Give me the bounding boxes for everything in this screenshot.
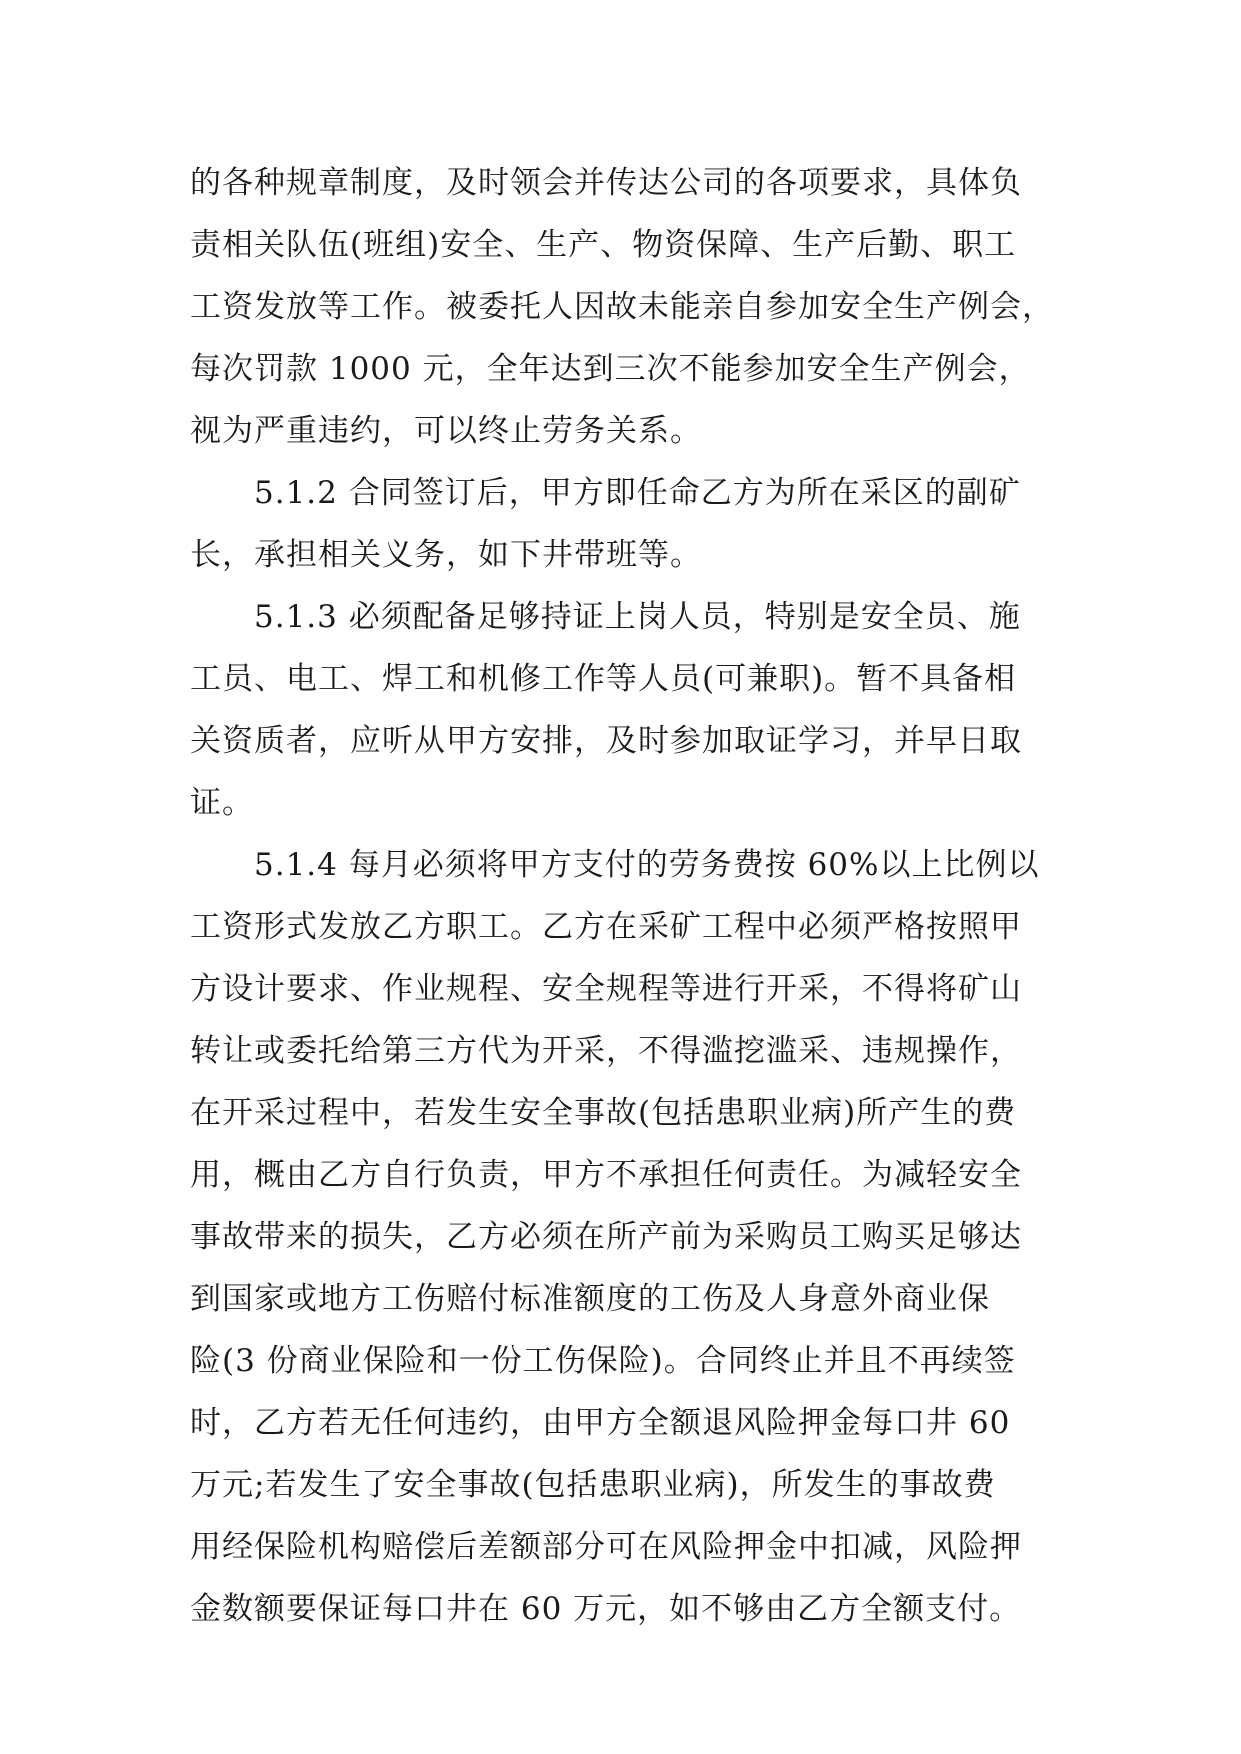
- text-line: 工资形式发放乙方职工。乙方在采矿工程中必须严格按照甲: [190, 909, 1022, 945]
- document-body: [190, 152, 1070, 1640]
- text-line: 5.1.4 每月必须将甲方支付的劳务费按 60%以上比例以: [254, 847, 1040, 883]
- text-line: 5.1.3 必须配备足够持证上岗人员，特别是安全员、施: [254, 599, 1021, 635]
- text-line: 方设计要求、作业规程、安全规程等进行开采，不得将矿山: [190, 971, 1022, 1007]
- text-line: 每次罚款 1000 元，全年达到三次不能参加安全生产例会，: [190, 351, 1031, 387]
- text-line: 转让或委托给第三方代为开采，不得滥挖滥采、违规操作，: [190, 1033, 1022, 1069]
- text-line: 长，承担相关义务，如下井带班等。: [190, 537, 702, 573]
- text-line: 到国家或地方工伤赔付标准额度的工伤及人身意外商业保: [190, 1281, 990, 1317]
- text-line: 关资质者，应听从甲方安排，及时参加取证学习，并早日取: [190, 723, 1022, 759]
- text-line: 用，概由乙方自行负责，甲方不承担任何责任。为减轻安全: [190, 1157, 1022, 1193]
- text-line: 证。: [190, 785, 254, 821]
- text-line: 金数额要保证每口井在 60 万元，如不够由乙方全额支付。: [190, 1591, 1022, 1627]
- text-line: 险(3 份商业保险和一份工伤保险)。合同终止并且不再续签: [190, 1343, 1016, 1379]
- text-line: 的各种规章制度，及时领会并传达公司的各项要求，具体负: [190, 165, 1022, 201]
- text-line: 万元;若发生了安全事故(包括患职业病)，所发生的事故费: [190, 1467, 996, 1503]
- text-line: 用经保险机构赔偿后差额部分可在风险押金中扣减，风险押: [190, 1529, 1022, 1565]
- text-line: 工资发放等工作。被委托人因故未能亲自参加安全生产例会，: [190, 289, 1054, 325]
- text-line: 在开采过程中，若发生安全事故(包括患职业病)所产生的费: [190, 1095, 1017, 1131]
- text-line: 时，乙方若无任何违约，由甲方全额退风险押金每口井 60: [190, 1405, 1011, 1441]
- text-line: 视为严重违约，可以终止劳务关系。: [190, 413, 702, 449]
- text-line: 工员、电工、焊工和机修工作等人员(可兼职)。暂不具备相: [190, 661, 1017, 697]
- text-line: 事故带来的损失，乙方必须在所产前为采购员工购买足够达: [190, 1219, 1022, 1255]
- text-line: 责相关队伍(班组)安全、生产、物资保障、生产后勤、职工: [190, 227, 1017, 263]
- text-line: 5.1.2 合同签订后，甲方即任命乙方为所在采区的副矿: [254, 475, 1021, 511]
